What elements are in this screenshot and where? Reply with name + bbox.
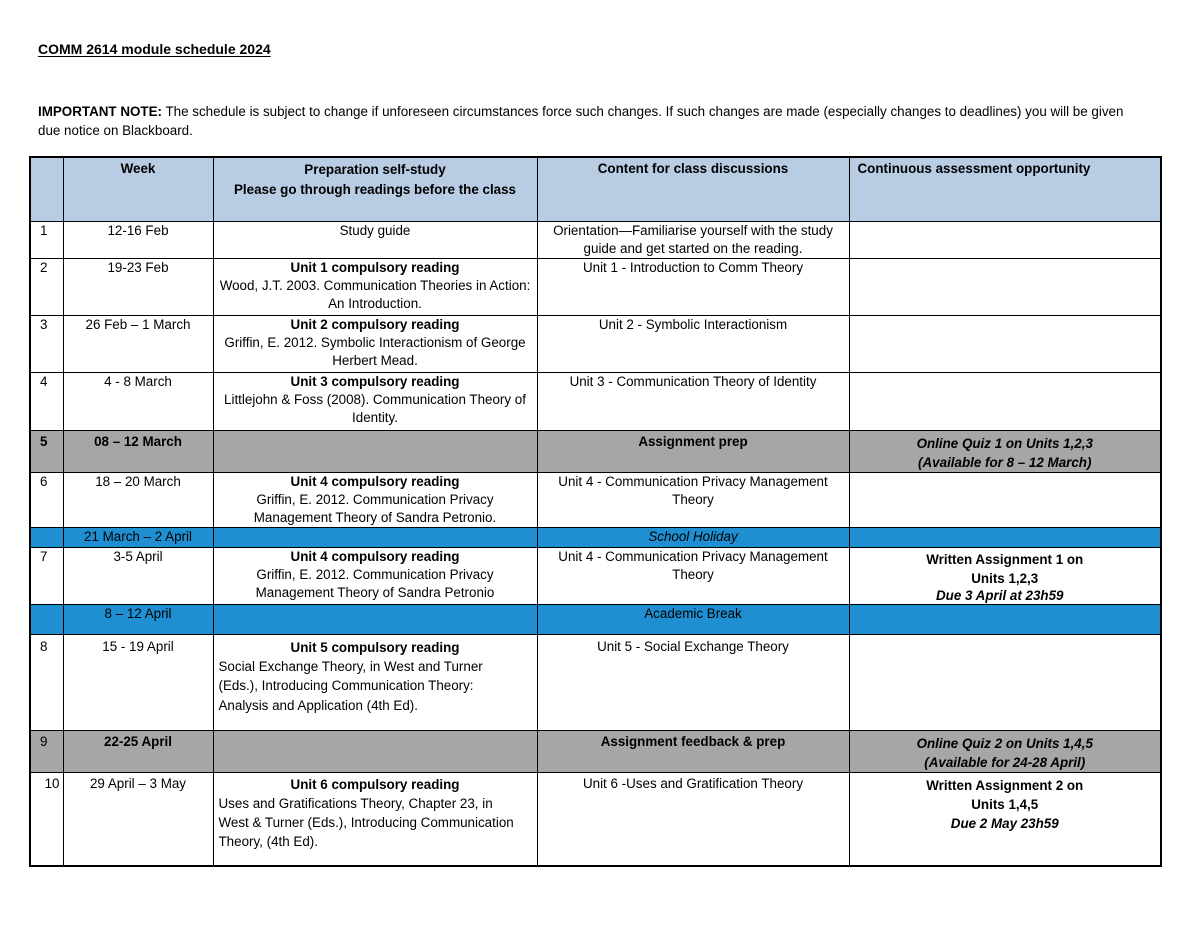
row-preparation [213,430,537,472]
table-row [30,772,1161,866]
header-week: Week [63,157,213,221]
important-note [38,102,1138,140]
table-row [30,315,1161,372]
row-assessment [849,527,1161,547]
note-text: The schedule is subject to change if unforeseen circumstances force such changes. If such changes are made (especially changes to deadlines) you will be given due notice on Blackboard. [38,104,1124,138]
schedule-table [29,156,1162,867]
row-week: 08 – 12 March [63,430,213,472]
quiz-title: Online Quiz 2 on Units 1,4,5 [916,735,1093,751]
table-row [30,472,1161,527]
reading-reference: Griffin, E. 2012. Communication Privacy Management Theory of Sandra Petronio [255,566,495,600]
header-assessment: Continuous assessment opportunity [849,157,1161,221]
row-preparation [213,315,537,372]
table-row [30,258,1161,315]
row-content: Unit 3 - Communication Theory of Identity [537,372,849,430]
document-title: COMM 2614 module schedule 2024 [38,41,271,57]
reading-title: Unit 6 compulsory reading [290,776,460,792]
row-week: 4 - 8 March [63,372,213,430]
row-number: 5 [30,430,63,472]
row-week: 15 - 19 April [63,634,213,730]
row-number: 10 [30,772,63,866]
row-preparation [213,472,537,527]
row-content: Unit 2 - Symbolic Interactionism [537,315,849,372]
row-content: School Holiday [537,527,849,547]
assignment-due: Due 3 April at 23h59 [935,587,1064,603]
row-content: Unit 5 - Social Exchange Theory [537,634,849,730]
row-assessment [849,315,1161,372]
row-number: 4 [30,372,63,430]
row-number: 6 [30,472,63,527]
reading-title: Unit 4 compulsory reading [290,473,460,489]
row-content: Unit 4 - Communication Privacy Management Theory [537,472,849,527]
row-week: 22-25 April [63,730,213,772]
row-assessment [849,221,1161,258]
row-assessment [849,472,1161,527]
assignment-due: Due 2 May 23h59 [950,815,1059,831]
row-assessment [849,258,1161,315]
header-preparation-line2: Please go through readings before the class [233,182,517,197]
row-assessment [849,772,1161,866]
row-week: 29 April – 3 May [63,772,213,866]
row-content: Assignment feedback & prep [537,730,849,772]
quiz-availability: (Available for 8 – 12 March) [918,454,1092,470]
header-num [30,157,63,221]
row-week: 8 – 12 April [63,604,213,634]
row-preparation [213,527,537,547]
row-number: 7 [30,547,63,604]
row-assessment [849,430,1161,472]
quiz-availability: (Available for 24-28 April) [924,754,1086,770]
reading-reference: Social Exchange Theory, in West and Turner (Eds.), Introducing Communication Theory: Analysis and Application (4th Ed). [218,658,483,713]
row-assessment [849,604,1161,634]
reading-reference: Wood, J.T. 2003. Communication Theories in Action: An Introduction. [219,277,531,311]
reading-reference: Uses and Gratifications Theory, Chapter 23, in West & Turner (Eds.), Introducing Communication Theory, (4th Ed). [218,795,514,849]
table-row [30,547,1161,604]
reading-title: Unit 5 compulsory reading [290,639,460,655]
header-content: Content for class discussions [537,157,849,221]
row-preparation [213,730,537,772]
reading-title: Unit 1 compulsory reading [290,259,460,275]
reading-title: Unit 4 compulsory reading [290,548,460,564]
row-preparation: Study guide [213,221,537,258]
row-assessment [849,372,1161,430]
table-row-quiz-week [30,430,1161,472]
row-content: Assignment prep [537,430,849,472]
assignment-title: Written Assignment 1 on [926,551,1084,567]
reading-title: Unit 3 compulsory reading [290,373,460,389]
row-week: 12-16 Feb [63,221,213,258]
row-week: 19-23 Feb [63,258,213,315]
note-label: IMPORTANT NOTE: [38,104,162,119]
row-number: 9 [30,730,63,772]
reading-title: Unit 2 compulsory reading [290,316,460,332]
row-number: 8 [30,634,63,730]
row-assessment [849,730,1161,772]
reading-reference: Littlejohn & Foss (2008). Communication Theory of Identity. [224,391,526,425]
row-number: 2 [30,258,63,315]
row-preparation [213,547,537,604]
row-assessment [849,634,1161,730]
row-week: 18 – 20 March [63,472,213,527]
row-number: 3 [30,315,63,372]
row-content: Academic Break [537,604,849,634]
assignment-title: Written Assignment 2 on [926,777,1084,793]
table-row [30,634,1161,730]
row-preparation [213,372,537,430]
reading-reference: Griffin, E. 2012. Symbolic Interactionism of George Herbert Mead. [224,334,526,368]
quiz-title: Online Quiz 1 on Units 1,2,3 [916,435,1093,451]
row-content: Unit 1 - Introduction to Comm Theory [537,258,849,315]
row-preparation [213,258,537,315]
row-preparation [213,634,537,730]
row-content: Unit 6 -Uses and Gratification Theory [537,772,849,866]
row-preparation [213,604,537,634]
table-row [30,372,1161,430]
reading-reference: Griffin, E. 2012. Communication Privacy Management Theory of Sandra Petronio. [253,491,497,525]
assignment-units: Units 1,4,5 [971,796,1039,812]
row-assessment [849,547,1161,604]
row-content: Unit 4 - Communication Privacy Management Theory [537,547,849,604]
row-week: 26 Feb – 1 March [63,315,213,372]
row-number [30,527,63,547]
row-week: 21 March – 2 April [63,527,213,547]
header-preparation [213,157,537,221]
row-number: 1 [30,221,63,258]
header-preparation-line1: Preparation self-study [304,162,446,177]
row-preparation [213,772,537,866]
assignment-units: Units 1,2,3 [971,570,1039,586]
row-content: Orientation—Familiarise yourself with the study guide and get started on the reading. [537,221,849,258]
table-row-quiz-week [30,730,1161,772]
table-row [30,221,1161,258]
table-row-holiday [30,527,1161,547]
table-row-break [30,604,1161,634]
row-week: 3-5 April [63,547,213,604]
table-header-row [30,157,1161,221]
row-number [30,604,63,634]
